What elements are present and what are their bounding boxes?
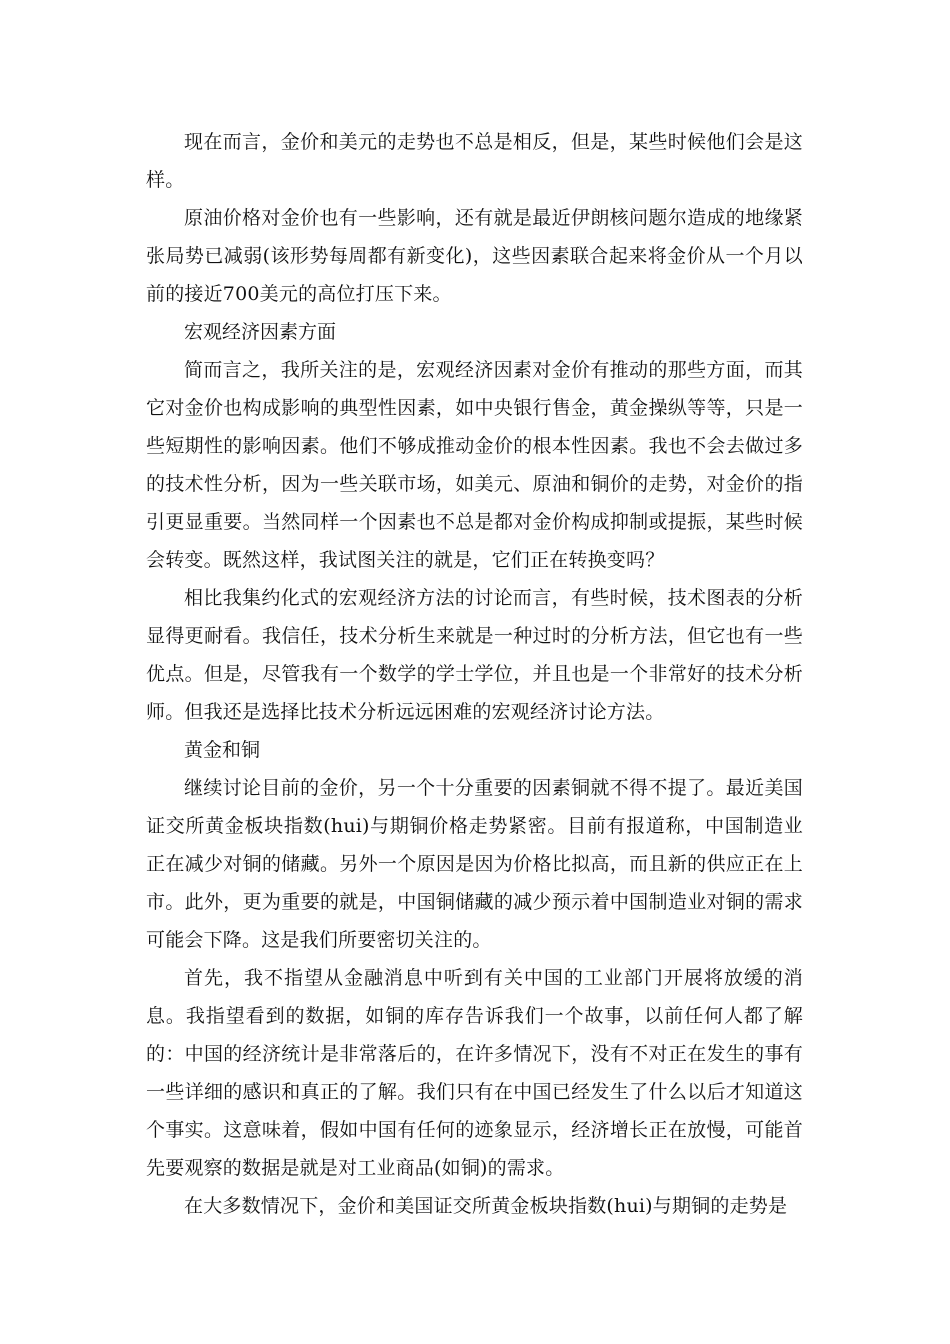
document-page (146, 123, 803, 1225)
paragraph-oil-price: 原油价格对金价也有一些影响，还有就是最近伊朗核问题尔造成的地缘紧张局势已减弱(该形势每周都有新变化)，这些因素联合起来将金价从一个月以前的接近700美元的高位打压下来。 (146, 207, 803, 305)
paragraph-macro-factors: 简而言之，我所关注的是，宏观经济因素对金价有推动的那些方面，而其它对金价也构成影响的典型性因素，如中央银行售金，黄金操纵等等，只是一些短期性的影响因素。他们不够成推动金价的根本性因素。我也不会去做过多的技术性分析，因为一些关联市场，如美元、原油和铜价的走势，对金价的指引更显重要。当然同样一个因素也不总是都对金价构成抑制或提振，某些时候会转变。既然这样，我试图关注的就是，它们正在转换变吗？ (146, 359, 803, 571)
paragraph-trend-continuation: 在大多数情况下，金价和美国证交所黄金板块指数(hui)与期铜的走势是 (184, 1195, 788, 1217)
paragraph-dollar-gold: 现在而言，金价和美元的走势也不总是相反，但是，某些时候他们会是这样。 (146, 131, 803, 191)
section-heading-macro: 宏观经济因素方面 (184, 321, 337, 343)
section-heading-gold-copper: 黄金和铜 (184, 739, 261, 761)
paragraph-copper-factor: 继续讨论目前的金价，另一个十分重要的因素铜就不得不提了。最近美国证交所黄金板块指数(hui)与期铜价格走势紧密。目前有报道称，中国制造业正在减少对铜的储藏。另外一个原因是因为价格比拟高，而且新的供应正在上市。此外，更为重要的就是，中国铜储藏的减少预示着中国制造业对铜的需求可能会下降。这是我们所要密切关注的。 (146, 777, 803, 951)
paragraph-china-data: 首先，我不指望从金融消息中听到有关中国的工业部门开展将放缓的消息。我指望看到的数据，如铜的库存告诉我们一个故事，以前任何人都了解的：中国的经济统计是非常落后的，在许多情况下，没有不对正在发生的事有一些详细的感识和真正的了解。我们只有在中国已经发生了什么以后才知道这个事实。这意味着，假如中国有任何的迹象显示，经济增长正在放慢，可能首先要观察的数据是就是对工业商品(如铜)的需求。 (146, 967, 803, 1179)
paragraph-technical-analysis: 相比我集约化式的宏观经济方法的讨论而言，有些时候，技术图表的分析显得更耐看。我信任，技术分析生来就是一种过时的分析方法，但它也有一些优点。但是，尽管我有一个数学的学士学位，并且也是一个非常好的技术分析师。但我还是选择比技术分析远远困难的宏观经济讨论方法。 (146, 587, 803, 723)
